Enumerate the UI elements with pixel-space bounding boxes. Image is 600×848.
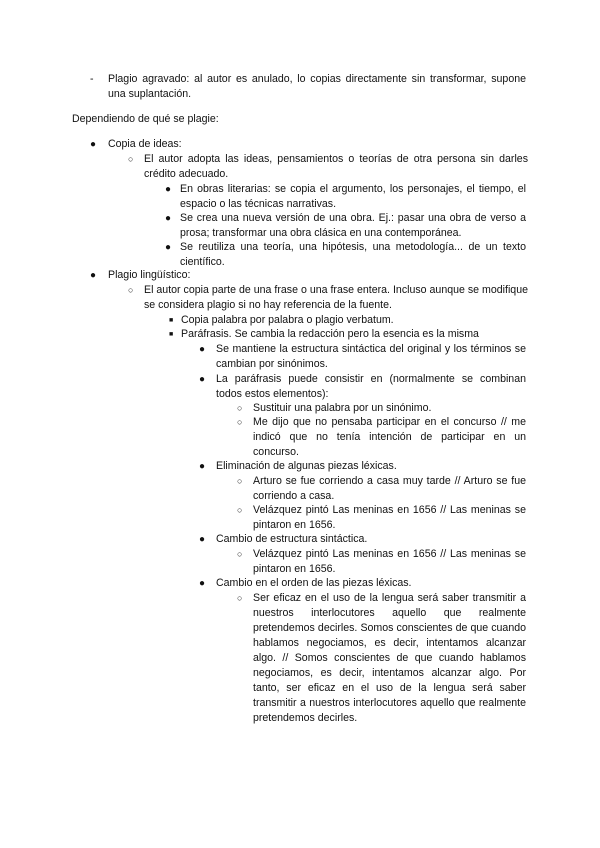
parafrasis-consistir: La paráfrasis puede consistir en (normalmente se combinan todos estos elementos): <box>216 373 526 400</box>
parafrasis-item: Paráfrasis. Se cambia la redacción pero la esencia es la misma <box>181 328 479 340</box>
circle-bullet: ○ <box>237 593 243 603</box>
ideas-description: El autor adopta las ideas, pensamientos o teorías de otra persona sin darles crédito adecuado. <box>144 153 528 180</box>
disc-bullet: ● <box>165 242 172 253</box>
linguistico-description: El autor copia parte de una frase o una frase entera. Incluso aunque se modifique se considera plagio si no hay referencia de la fuente. <box>144 284 528 311</box>
disc-bullet: ● <box>165 213 172 224</box>
eliminacion-item: Eliminación de algunas piezas léxicas. <box>216 460 397 472</box>
disc-bullet: ● <box>90 270 97 281</box>
intro-line: Dependiendo de qué se plagie: <box>72 113 219 125</box>
eliminacion-example: Velázquez pintó Las meninas en 1656 // Las meninas se pintaron en 1656. <box>253 504 526 531</box>
eliminacion-example: Arturo se fue corriendo a casa muy tarde // Arturo se fue corriendo a casa. <box>253 475 526 502</box>
circle-bullet: ○ <box>237 403 243 413</box>
disc-bullet: ● <box>199 461 206 472</box>
linguistico-heading: Plagio lingüístico: <box>108 269 191 281</box>
cambio-orden-item: Cambio en el orden de las piezas léxicas. <box>216 577 412 589</box>
copia-literal-item: Copia palabra por palabra o plagio verbatum. <box>181 314 394 326</box>
disc-bullet: ● <box>199 578 206 589</box>
square-bullet: ■ <box>169 317 174 324</box>
disc-bullet: ● <box>199 534 206 545</box>
disc-bullet: ● <box>199 374 206 385</box>
ideas-item: Se crea una nueva versión de una obra. Ej.: pasar una obra de verso a prosa; transformar una obra clásica en una contemporánea. <box>180 212 526 239</box>
ideas-item: Se reutiliza una teoría, una hipótesis, una metodología... de un texto científico. <box>180 241 526 268</box>
disc-bullet: ● <box>165 184 172 195</box>
disc-bullet: ● <box>199 344 206 355</box>
dash-bullet: - <box>90 73 94 85</box>
circle-bullet: ○ <box>237 549 243 559</box>
disc-bullet: ● <box>90 139 97 150</box>
cambio-sintactico-item: Cambio de estructura sintáctica. <box>216 533 368 545</box>
ideas-heading: Copia de ideas: <box>108 138 182 150</box>
circle-bullet: ○ <box>237 476 243 486</box>
cambio-sintactico-example: Velázquez pintó Las meninas en 1656 // Las meninas se pintaron en 1656. <box>253 548 526 575</box>
circle-bullet: ○ <box>237 505 243 515</box>
cambio-orden-example: Ser eficaz en el uso de la lengua será saber transmitir a nuestros interlocutores aquello que realmente pretendemos decirles. Somos conscientes de que cuando hablamos negociamos, es decir, intentamos alcanzar algo. // Somos conscientes de que cuando hablamos negociamos, es decir, intentamos alcanzar algo. Por tanto, ser eficaz en el uso de la lengua será saber transmitir a nuestros interlocutores aquello que realmente pretendemos decirles. <box>253 592 526 724</box>
sustituir-item: Sustituir una palabra por un sinónimo. <box>253 402 432 414</box>
sustituir-example: Me dijo que no pensaba participar en el concurso // me indicó que no tenía intención de participar en un concurso. <box>253 416 526 458</box>
circle-bullet: ○ <box>237 417 243 427</box>
square-bullet: ■ <box>169 331 174 338</box>
plagio-agravado-item: Plagio agravado: al autor es anulado, lo copias directamente sin transformar, supone una suplantación. <box>108 73 526 100</box>
ideas-item: En obras literarias: se copia el argumento, los personajes, el tiempo, el espacio o las técnicas narrativas. <box>180 183 526 210</box>
circle-bullet: ○ <box>128 285 134 295</box>
circle-bullet: ○ <box>128 154 134 164</box>
parafrasis-mantiene: Se mantiene la estructura sintáctica del original y los términos se cambian por sinónimos. <box>216 343 526 370</box>
